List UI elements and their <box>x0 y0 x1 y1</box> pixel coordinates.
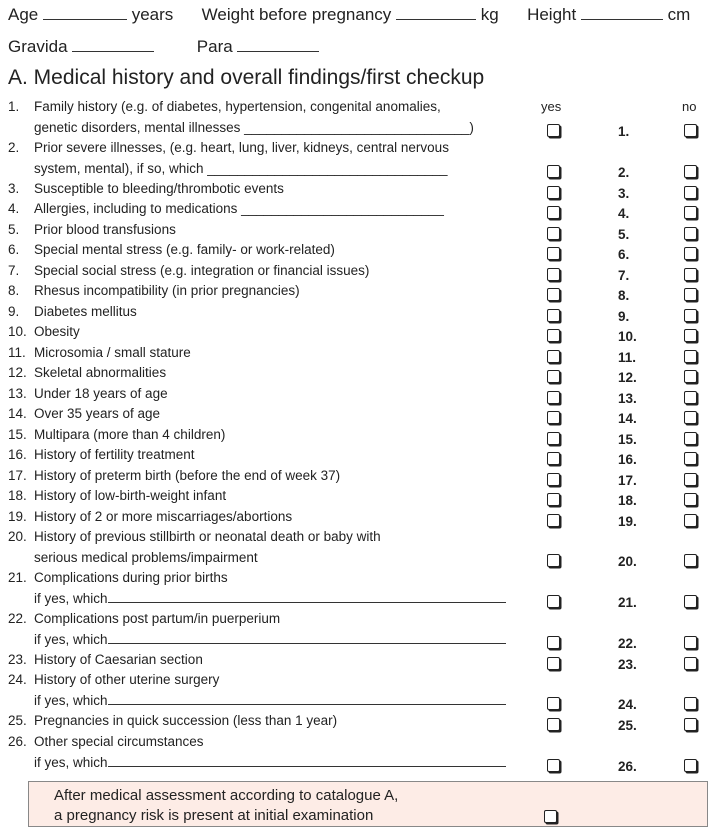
item-number-right: 21. <box>618 595 637 610</box>
history-item <box>8 445 195 466</box>
item-label-continued: serious medical problems/impairment <box>34 549 258 565</box>
cm-unit: cm <box>667 5 691 24</box>
item-line-1 <box>8 384 168 405</box>
item-number-right: 19. <box>618 514 637 529</box>
weight-field[interactable] <box>396 18 476 20</box>
no-checkbox[interactable] <box>684 391 697 404</box>
para-label: Para <box>196 37 233 56</box>
item-number: 17. <box>8 468 27 483</box>
history-item <box>8 343 191 364</box>
item-number-right: 22. <box>618 636 637 651</box>
item-number: 8. <box>8 283 20 298</box>
item-line-1 <box>8 240 335 261</box>
no-checkbox[interactable] <box>684 432 697 445</box>
item-number: 26. <box>8 734 27 749</box>
item-line-1 <box>8 732 506 753</box>
yes-checkbox[interactable] <box>547 391 560 404</box>
no-checkbox[interactable] <box>684 759 697 772</box>
section-title: A. Medical history and overall findings/first checkup <box>8 66 485 89</box>
item-line-2 <box>8 753 506 774</box>
yes-checkbox[interactable] <box>547 124 560 137</box>
item-number: 7. <box>8 263 20 278</box>
item-number-right: 25. <box>618 718 637 733</box>
weight-label: Weight before pregnancy <box>201 5 392 24</box>
yes-checkbox[interactable] <box>547 350 560 363</box>
yes-checkbox[interactable] <box>547 165 560 178</box>
item-number-right: 7. <box>618 268 630 283</box>
item-number: 9. <box>8 304 20 319</box>
no-checkbox[interactable] <box>684 595 697 608</box>
item-line-1 <box>8 220 176 241</box>
item-number: 1. <box>8 99 20 114</box>
item-label: History of other uterine surgery <box>34 672 220 687</box>
yes-checkbox[interactable] <box>547 227 560 240</box>
item-number: 6. <box>8 242 20 257</box>
history-item <box>8 281 300 302</box>
which-input-line[interactable] <box>108 753 506 767</box>
no-checkbox[interactable] <box>684 657 697 670</box>
item-label: Other special circumstances <box>34 734 204 749</box>
item-number-right: 20. <box>618 554 637 569</box>
item-line-1 <box>8 199 444 220</box>
item-number-right: 5. <box>618 227 630 242</box>
item-label: History of preterm birth (before the end of week 37) <box>34 468 341 483</box>
history-item <box>8 404 160 425</box>
no-checkbox[interactable] <box>684 186 697 199</box>
history-item <box>8 199 444 220</box>
item-number-right: 9. <box>618 309 630 324</box>
yes-checkbox[interactable] <box>547 759 560 772</box>
item-line-1 <box>8 527 381 548</box>
history-item <box>8 220 176 241</box>
history-item <box>8 363 166 384</box>
item-number: 15. <box>8 427 27 442</box>
item-number-right: 13. <box>618 391 637 406</box>
no-checkbox[interactable] <box>684 718 697 731</box>
item-line-1 <box>8 711 337 732</box>
item-number-right: 1. <box>618 124 630 139</box>
item-number-right: 2. <box>618 165 630 180</box>
no-checkbox[interactable] <box>684 329 697 342</box>
item-line-1 <box>8 670 506 691</box>
history-item <box>8 568 506 609</box>
assessment-checkbox[interactable] <box>544 810 557 823</box>
item-line-2 <box>8 691 506 712</box>
yes-checkbox[interactable] <box>547 657 560 670</box>
item-label: Complications during prior births <box>34 570 228 585</box>
which-input-line[interactable] <box>108 589 506 603</box>
item-line-1 <box>8 609 506 630</box>
no-checkbox[interactable] <box>684 411 697 424</box>
item-line-1 <box>8 425 225 446</box>
item-label: History of 2 or more miscarriages/abortions <box>34 509 293 524</box>
yes-checkbox[interactable] <box>547 452 560 465</box>
history-item <box>8 527 381 568</box>
yes-checkbox[interactable] <box>547 697 560 710</box>
history-item <box>8 711 337 732</box>
item-label: Prior blood transfusions <box>34 222 176 237</box>
gravida-field[interactable] <box>72 50 154 52</box>
item-label: Multipara (more than 4 children) <box>34 427 226 442</box>
item-line-2 <box>8 548 381 569</box>
item-number-right: 18. <box>618 493 637 508</box>
item-number-right: 15. <box>618 432 637 447</box>
item-label-continued: if yes, which <box>34 692 108 708</box>
no-checkbox[interactable] <box>684 473 697 486</box>
no-checkbox[interactable] <box>684 268 697 281</box>
item-line-1 <box>8 650 203 671</box>
yes-checkbox[interactable] <box>547 514 560 527</box>
assessment-line-2: a pregnancy risk is present at initial examination <box>54 807 374 824</box>
history-item <box>8 425 225 446</box>
header-row-2 <box>8 37 319 57</box>
item-number: 22. <box>8 611 27 626</box>
history-item <box>8 322 80 343</box>
item-label: Skeletal abnormalities <box>34 365 167 380</box>
item-number-right: 26. <box>618 759 637 774</box>
item-number: 5. <box>8 222 20 237</box>
kg-unit: kg <box>480 5 499 24</box>
assessment-box <box>28 781 708 827</box>
item-label-continued: if yes, which <box>34 754 108 770</box>
item-line-2 <box>8 630 506 651</box>
yes-checkbox[interactable] <box>547 288 560 301</box>
height-label: Height <box>527 5 577 24</box>
yes-checkbox[interactable] <box>547 554 560 567</box>
item-line-1 <box>8 97 474 118</box>
history-item <box>8 261 369 282</box>
item-line-1 <box>8 363 166 384</box>
history-item <box>8 302 137 323</box>
history-item <box>8 384 168 405</box>
item-label: Special social stress (e.g. integration or financial issues) <box>34 263 370 278</box>
item-number: 13. <box>8 386 27 401</box>
item-line-1 <box>8 281 300 302</box>
no-checkbox[interactable] <box>684 206 697 219</box>
no-checkbox[interactable] <box>684 697 697 710</box>
yes-checkbox[interactable] <box>547 268 560 281</box>
history-item <box>8 650 203 671</box>
years-unit: years <box>131 5 174 24</box>
item-number-right: 10. <box>618 329 637 344</box>
para-field[interactable] <box>237 50 319 52</box>
item-number: 20. <box>8 529 27 544</box>
item-number-right: 23. <box>618 657 637 672</box>
height-field[interactable] <box>581 18 663 20</box>
history-item <box>8 670 506 711</box>
item-number-right: 8. <box>618 288 630 303</box>
item-label-continued: system, mental), if so, which ________________________________ <box>34 160 448 176</box>
item-number-right: 17. <box>618 473 637 488</box>
item-label-continued: if yes, which <box>34 590 108 606</box>
item-line-2 <box>8 589 506 610</box>
item-number: 23. <box>8 652 27 667</box>
item-line-1 <box>8 486 226 507</box>
no-checkbox[interactable] <box>684 370 697 383</box>
item-number: 16. <box>8 447 27 462</box>
no-checkbox[interactable] <box>684 350 697 363</box>
item-line-1 <box>8 138 449 159</box>
yes-checkbox[interactable] <box>547 329 560 342</box>
item-label: Family history (e.g. of diabetes, hypertension, congenital anomalies, <box>34 99 441 114</box>
no-checkbox[interactable] <box>684 165 697 178</box>
yes-checkbox[interactable] <box>547 411 560 424</box>
yes-checkbox[interactable] <box>547 247 560 260</box>
no-checkbox[interactable] <box>684 124 697 137</box>
item-number-right: 3. <box>618 186 630 201</box>
item-label: Prior severe illnesses, (e.g. heart, lung, liver, kidneys, central nervous <box>34 140 449 155</box>
no-checkbox[interactable] <box>684 288 697 301</box>
item-label-continued: if yes, which <box>34 631 108 647</box>
item-line-1 <box>8 343 191 364</box>
item-number: 14. <box>8 406 27 421</box>
item-label: Diabetes mellitus <box>34 304 137 319</box>
item-number: 11. <box>8 345 26 360</box>
item-line-1 <box>8 322 80 343</box>
history-item <box>8 466 340 487</box>
yes-checkbox[interactable] <box>547 432 560 445</box>
item-line-1 <box>8 261 369 282</box>
assessment-line-1: After medical assessment according to catalogue A, <box>54 787 399 804</box>
item-label: History of Caesarian section <box>34 652 203 667</box>
item-number: 21. <box>8 570 27 585</box>
item-label: Rhesus incompatibility (in prior pregnancies) <box>34 283 300 298</box>
item-number: 24. <box>8 672 27 687</box>
yes-checkbox[interactable] <box>547 636 560 649</box>
history-item <box>8 609 506 650</box>
which-input-line[interactable] <box>108 691 506 705</box>
no-checkbox[interactable] <box>684 452 697 465</box>
yes-checkbox[interactable] <box>547 309 560 322</box>
no-checkbox[interactable] <box>684 514 697 527</box>
age-label: Age <box>8 5 39 24</box>
item-label: Pregnancies in quick succession (less than 1 year) <box>34 713 338 728</box>
item-number: 3. <box>8 181 20 196</box>
item-label: Obesity <box>34 324 80 339</box>
item-label: Microsomia / small stature <box>34 345 191 360</box>
item-label: History of fertility treatment <box>34 447 195 462</box>
yes-checkbox[interactable] <box>547 473 560 486</box>
item-number-right: 14. <box>618 411 637 426</box>
item-line-1 <box>8 179 284 200</box>
item-line-2 <box>8 159 449 180</box>
which-input-line[interactable] <box>108 630 506 644</box>
no-column-header: no <box>682 99 697 114</box>
item-label: Allergies, including to medications ___________________________ <box>34 201 444 216</box>
gravida-label: Gravida <box>8 37 68 56</box>
header-row-1 <box>8 5 690 25</box>
no-checkbox[interactable] <box>684 636 697 649</box>
item-line-1 <box>8 445 195 466</box>
yes-checkbox[interactable] <box>547 595 560 608</box>
item-number: 18. <box>8 488 27 503</box>
item-label: History of low-birth-weight infant <box>34 488 227 503</box>
item-label: Susceptible to bleeding/thrombotic events <box>34 181 284 196</box>
item-label: Special mental stress (e.g. family- or work-related) <box>34 242 335 257</box>
history-item <box>8 240 335 261</box>
yes-checkbox[interactable] <box>547 718 560 731</box>
item-line-2 <box>8 118 474 139</box>
item-number: 19. <box>8 509 27 524</box>
history-item <box>8 179 284 200</box>
yes-checkbox[interactable] <box>547 206 560 219</box>
item-number-right: 12. <box>618 370 637 385</box>
item-number: 2. <box>8 140 20 155</box>
item-number: 25. <box>8 713 27 728</box>
item-line-1 <box>8 302 137 323</box>
age-field[interactable] <box>43 18 127 20</box>
history-item <box>8 138 449 179</box>
item-number: 12. <box>8 365 27 380</box>
item-label: History of previous stillbirth or neonatal death or baby with <box>34 529 381 544</box>
item-line-1 <box>8 466 340 487</box>
item-line-1 <box>8 568 506 589</box>
history-item <box>8 486 226 507</box>
item-number-right: 6. <box>618 247 630 262</box>
no-checkbox[interactable] <box>684 493 697 506</box>
item-number-right: 11. <box>618 350 637 365</box>
history-item <box>8 507 292 528</box>
item-label: Under 18 years of age <box>34 386 168 401</box>
item-number: 10. <box>8 324 27 339</box>
item-label: Complications post partum/in puerperium <box>34 611 281 626</box>
item-number: 4. <box>8 201 20 216</box>
history-item <box>8 732 506 773</box>
no-checkbox[interactable] <box>684 227 697 240</box>
no-checkbox[interactable] <box>684 554 697 567</box>
history-item <box>8 97 474 138</box>
yes-checkbox[interactable] <box>547 370 560 383</box>
item-label: Over 35 years of age <box>34 406 161 421</box>
item-number-right: 4. <box>618 206 630 221</box>
item-number-right: 16. <box>618 452 637 467</box>
item-number-right: 24. <box>618 697 637 712</box>
no-checkbox[interactable] <box>684 309 697 322</box>
item-label-continued: genetic disorders, mental illnesses ______________________________) <box>34 119 474 135</box>
item-line-1 <box>8 404 160 425</box>
item-line-1 <box>8 507 292 528</box>
yes-checkbox[interactable] <box>547 493 560 506</box>
no-checkbox[interactable] <box>684 247 697 260</box>
yes-checkbox[interactable] <box>547 186 560 199</box>
yes-column-header: yes <box>541 99 562 114</box>
